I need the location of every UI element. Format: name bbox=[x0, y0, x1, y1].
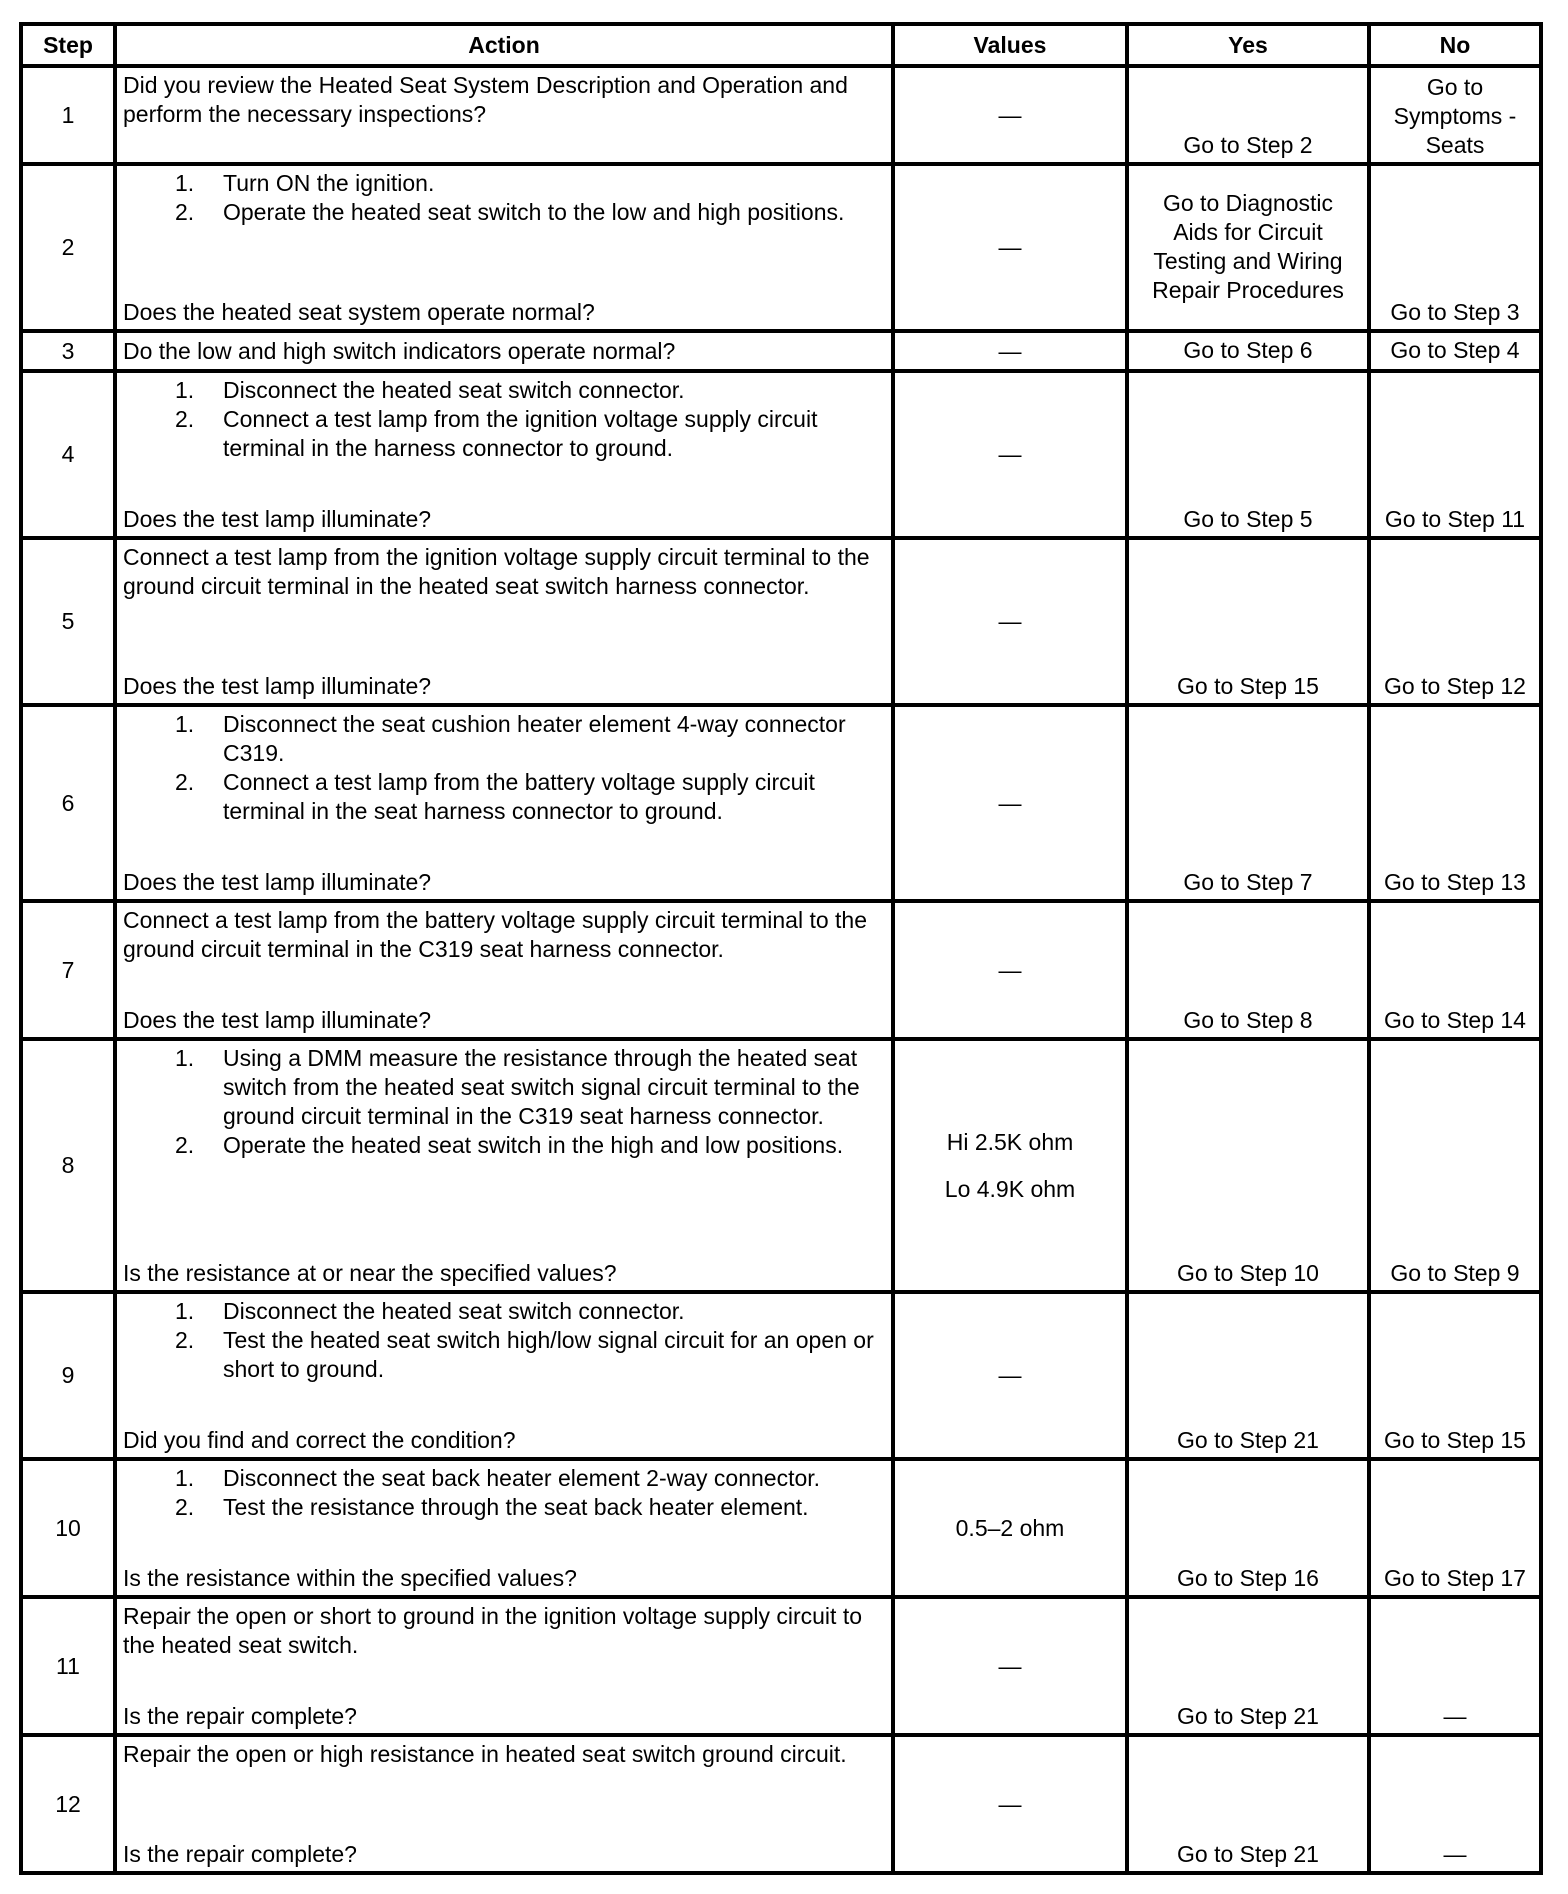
yes-line: Repair Procedures bbox=[1152, 276, 1344, 303]
no-cell: Go to Step 13 bbox=[1369, 705, 1541, 901]
diagnostic-table bbox=[19, 22, 1543, 1875]
values-cell: — bbox=[893, 1597, 1127, 1735]
table-row bbox=[21, 1459, 1541, 1597]
action-question: Is the resistance within the specified values? bbox=[123, 1565, 577, 1591]
no-cell bbox=[1369, 66, 1541, 164]
table-row bbox=[21, 164, 1541, 331]
values-cell: — bbox=[893, 371, 1127, 538]
no-cell: Go to Step 12 bbox=[1369, 538, 1541, 705]
action-cell bbox=[115, 901, 893, 1039]
header-step: Step bbox=[21, 24, 115, 66]
values-cell bbox=[893, 1039, 1127, 1292]
yes-cell: Go to Step 21 bbox=[1127, 1597, 1369, 1735]
table-row bbox=[21, 371, 1541, 538]
action-steps bbox=[123, 376, 885, 463]
yes-cell: Go to Step 21 bbox=[1127, 1292, 1369, 1459]
table-row bbox=[21, 901, 1541, 1039]
no-line: Go to bbox=[1426, 74, 1484, 100]
no-cell: Go to Step 15 bbox=[1369, 1292, 1541, 1459]
item-text: Operate the heated seat switch to the low and high positions. bbox=[223, 199, 845, 225]
item-text: Connect a test lamp from the ignition voltage supply circuit terminal in the harness connector to ground. bbox=[223, 406, 818, 461]
action-step-item bbox=[123, 1044, 885, 1131]
action-step-item bbox=[123, 768, 885, 826]
item-number: 1. bbox=[175, 1045, 195, 1071]
header-no: No bbox=[1369, 24, 1541, 66]
step-number: 6 bbox=[21, 705, 115, 901]
action-text: Repair the open or short to ground in the ignition voltage supply circuit to the heated seat switch. bbox=[123, 1603, 862, 1658]
value-line: Lo 4.9K ohm bbox=[944, 1175, 1076, 1202]
action-text: Connect a test lamp from the ignition voltage supply circuit terminal to the ground circuit terminal in the heated seat switch harness connector. bbox=[123, 544, 870, 599]
no-cell: Go to Step 14 bbox=[1369, 901, 1541, 1039]
action-step-item bbox=[123, 1464, 885, 1493]
yes-cell bbox=[1127, 164, 1369, 331]
header-row bbox=[21, 24, 1541, 66]
action-text: Do the low and high switch indicators operate normal? bbox=[123, 338, 676, 364]
item-number: 2. bbox=[175, 1132, 195, 1158]
item-number: 1. bbox=[175, 1298, 195, 1324]
action-cell bbox=[115, 538, 893, 705]
action-steps bbox=[123, 1297, 885, 1384]
action-cell bbox=[115, 164, 893, 331]
action-steps bbox=[123, 1464, 885, 1522]
values-cell: — bbox=[893, 901, 1127, 1039]
item-number: 2. bbox=[175, 1327, 195, 1353]
action-question: Does the test lamp illuminate? bbox=[123, 506, 432, 532]
yes-cell: Go to Step 5 bbox=[1127, 371, 1369, 538]
item-text: Disconnect the heated seat switch connector. bbox=[223, 1298, 685, 1324]
action-step-item bbox=[123, 1493, 885, 1522]
action-cell bbox=[115, 66, 893, 164]
header-yes: Yes bbox=[1127, 24, 1369, 66]
step-number: 2 bbox=[21, 164, 115, 331]
action-cell bbox=[115, 1597, 893, 1735]
action-step-item bbox=[123, 405, 885, 463]
item-text: Using a DMM measure the resistance through the heated seat switch from the heated seat switch signal circuit terminal to the ground circuit terminal in the C319 seat harness connector. bbox=[223, 1045, 860, 1129]
table-row bbox=[21, 1597, 1541, 1735]
yes-cell: Go to Step 8 bbox=[1127, 901, 1369, 1039]
step-number: 7 bbox=[21, 901, 115, 1039]
action-cell bbox=[115, 1735, 893, 1873]
step-number: 11 bbox=[21, 1597, 115, 1735]
yes-cell: Go to Step 7 bbox=[1127, 705, 1369, 901]
action-step-item bbox=[123, 1131, 885, 1160]
yes-cell: Go to Step 2 bbox=[1127, 66, 1369, 164]
table-row bbox=[21, 331, 1541, 371]
header-values: Values bbox=[893, 24, 1127, 66]
step-number: 10 bbox=[21, 1459, 115, 1597]
step-number: 5 bbox=[21, 538, 115, 705]
table-row bbox=[21, 705, 1541, 901]
yes-cell: Go to Step 6 bbox=[1127, 331, 1369, 371]
value-line: Hi 2.5K ohm bbox=[946, 1128, 1074, 1155]
item-number: 2. bbox=[175, 199, 195, 225]
values-cell: — bbox=[893, 1735, 1127, 1873]
item-number: 1. bbox=[175, 711, 195, 737]
action-question: Does the test lamp illuminate? bbox=[123, 869, 432, 895]
action-cell bbox=[115, 1459, 893, 1597]
item-text: Disconnect the heated seat switch connector. bbox=[223, 377, 685, 403]
table-row bbox=[21, 538, 1541, 705]
yes-cell: Go to Step 15 bbox=[1127, 538, 1369, 705]
action-step-item bbox=[123, 376, 885, 405]
action-steps bbox=[123, 710, 885, 826]
action-cell bbox=[115, 331, 893, 371]
no-cell: — bbox=[1369, 1597, 1541, 1735]
item-text: Connect a test lamp from the battery voltage supply circuit terminal in the seat harness connector to ground. bbox=[223, 769, 815, 824]
item-text: Test the heated seat switch high/low signal circuit for an open or short to ground. bbox=[223, 1327, 874, 1382]
action-text: Did you review the Heated Seat System Description and Operation and perform the necessary inspections? bbox=[123, 72, 848, 127]
yes-cell: Go to Step 21 bbox=[1127, 1735, 1369, 1873]
table-row bbox=[21, 66, 1541, 164]
values-cell: 0.5–2 ohm bbox=[893, 1459, 1127, 1597]
item-number: 2. bbox=[175, 769, 195, 795]
item-number: 2. bbox=[175, 1494, 195, 1520]
header-action: Action bbox=[115, 24, 893, 66]
item-text: Disconnect the seat back heater element 2-way connector. bbox=[223, 1465, 821, 1491]
action-text: Connect a test lamp from the battery voltage supply circuit terminal to the ground circuit terminal in the C319 seat harness connector. bbox=[123, 907, 868, 962]
action-question: Is the resistance at or near the specified values? bbox=[123, 1260, 617, 1286]
item-text: Disconnect the seat cushion heater element 4-way connector C319. bbox=[223, 711, 846, 766]
action-step-item bbox=[123, 1297, 885, 1326]
item-text: Operate the heated seat switch in the high and low positions. bbox=[223, 1132, 844, 1158]
no-cell: Go to Step 9 bbox=[1369, 1039, 1541, 1292]
item-number: 1. bbox=[175, 1465, 195, 1491]
step-number: 3 bbox=[21, 331, 115, 371]
action-step-item bbox=[123, 169, 885, 198]
step-number: 4 bbox=[21, 371, 115, 538]
action-steps bbox=[123, 169, 885, 227]
yes-line: Go to Diagnostic bbox=[1162, 189, 1334, 216]
no-cell: Go to Step 3 bbox=[1369, 164, 1541, 331]
item-text: Turn ON the ignition. bbox=[223, 170, 435, 196]
values-cell: — bbox=[893, 164, 1127, 331]
values-cell: — bbox=[893, 331, 1127, 371]
action-step-item bbox=[123, 710, 885, 768]
item-text: Test the resistance through the seat back heater element. bbox=[223, 1494, 809, 1520]
action-question: Does the test lamp illuminate? bbox=[123, 673, 432, 699]
table-row bbox=[21, 1292, 1541, 1459]
action-question: Is the repair complete? bbox=[123, 1703, 357, 1729]
no-cell: Go to Step 17 bbox=[1369, 1459, 1541, 1597]
action-question: Did you find and correct the condition? bbox=[123, 1427, 516, 1453]
step-number: 1 bbox=[21, 66, 115, 164]
step-number: 9 bbox=[21, 1292, 115, 1459]
table-row bbox=[21, 1039, 1541, 1292]
action-question: Does the test lamp illuminate? bbox=[123, 1007, 432, 1033]
item-number: 1. bbox=[175, 377, 195, 403]
action-question: Does the heated seat system operate normal? bbox=[123, 299, 595, 325]
yes-line: Testing and Wiring bbox=[1153, 247, 1343, 274]
action-steps bbox=[123, 1044, 885, 1160]
yes-cell: Go to Step 10 bbox=[1127, 1039, 1369, 1292]
action-cell bbox=[115, 371, 893, 538]
item-number: 1. bbox=[175, 170, 195, 196]
action-question: Is the repair complete? bbox=[123, 1841, 357, 1867]
no-cell: Go to Step 4 bbox=[1369, 331, 1541, 371]
step-number: 12 bbox=[21, 1735, 115, 1873]
action-cell bbox=[115, 1039, 893, 1292]
no-line: Seats bbox=[1425, 132, 1485, 158]
step-number: 8 bbox=[21, 1039, 115, 1292]
yes-line: Aids for Circuit bbox=[1173, 218, 1323, 245]
action-cell bbox=[115, 705, 893, 901]
values-cell: — bbox=[893, 705, 1127, 901]
values-cell: — bbox=[893, 66, 1127, 164]
yes-cell: Go to Step 16 bbox=[1127, 1459, 1369, 1597]
action-step-item bbox=[123, 1326, 885, 1384]
action-step-item bbox=[123, 198, 885, 227]
values-cell: — bbox=[893, 538, 1127, 705]
item-number: 2. bbox=[175, 406, 195, 432]
no-cell: Go to Step 11 bbox=[1369, 371, 1541, 538]
action-text: Repair the open or high resistance in heated seat switch ground circuit. bbox=[123, 1741, 847, 1767]
action-cell bbox=[115, 1292, 893, 1459]
table-row bbox=[21, 1735, 1541, 1873]
no-line: Symptoms - bbox=[1393, 103, 1517, 129]
no-cell: — bbox=[1369, 1735, 1541, 1873]
values-cell: — bbox=[893, 1292, 1127, 1459]
